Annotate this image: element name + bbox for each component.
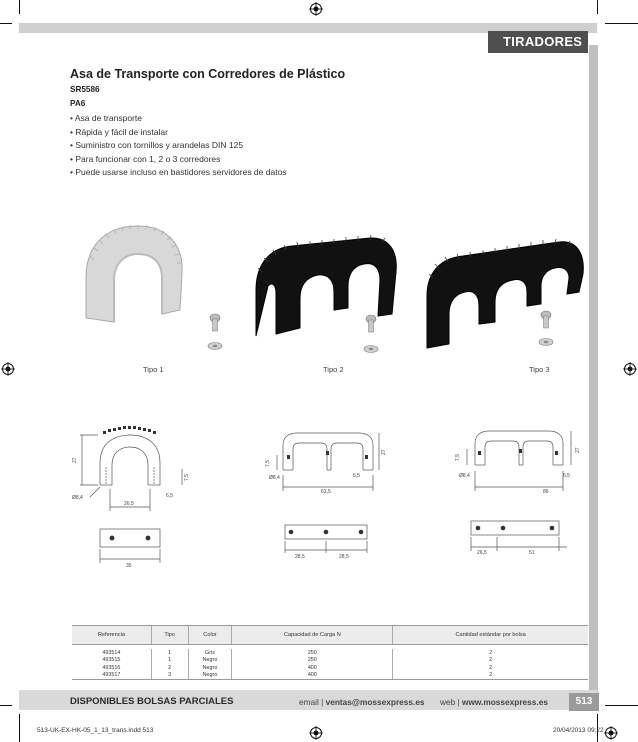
dim-diameter: Ø8,4 xyxy=(459,473,470,479)
table-cell: 493517 xyxy=(72,672,151,680)
feature-item: • Puede usarse incluso en bastidores servidores de datos xyxy=(70,167,287,177)
product-title: Asa de Transporte con Corredores de Plástico xyxy=(70,67,346,81)
dim-pitch-a: 28,5 xyxy=(295,554,305,560)
caption-tipo1: Tipo 1 xyxy=(143,365,164,374)
table-cell: Negro xyxy=(188,672,232,680)
dim-slot: 6,5 xyxy=(166,493,173,499)
crop-mark xyxy=(19,714,20,742)
table-cell: 2 xyxy=(393,664,588,672)
crop-mark xyxy=(605,23,638,24)
dim-pitch-b: 28,5 xyxy=(339,554,349,560)
dim-length: 35 xyxy=(126,563,132,569)
print-slug-date: 20/04/2013 09:22 xyxy=(553,727,604,734)
dim-diameter: Ø8,4 xyxy=(72,495,83,501)
footer-email xyxy=(299,697,425,707)
column-header: Color xyxy=(188,626,232,645)
crop-mark xyxy=(605,705,638,706)
email-link[interactable]: ventas@mossexpress.es xyxy=(325,697,425,707)
footer-web-prefix: web | xyxy=(440,697,462,707)
table-cell: 2 xyxy=(393,649,588,657)
feature-item: • Asa de transporte xyxy=(70,113,142,123)
caption-tipo2: Tipo 2 xyxy=(323,365,344,374)
table-cell: Gris xyxy=(188,649,232,657)
caption-tipo3: Tipo 3 xyxy=(529,365,550,374)
column-header: Cantidad estándar por bolsa xyxy=(393,626,588,645)
table-cell: 493516 xyxy=(102,664,121,671)
table-row xyxy=(72,657,588,665)
table-cell: Negro xyxy=(188,657,232,665)
registration-mark-icon xyxy=(623,362,637,376)
crop-mark xyxy=(597,0,598,14)
table-cell: 2 xyxy=(393,657,588,665)
right-margin-band xyxy=(589,45,598,707)
web-link[interactable]: www.mossexpress.es xyxy=(462,697,548,707)
registration-mark-icon xyxy=(1,362,15,376)
dim-offset: 7,5 xyxy=(265,460,271,467)
tipo3-handle-image xyxy=(421,232,587,354)
dim-width: 86 xyxy=(543,489,549,495)
crop-mark xyxy=(0,23,12,24)
table-cell: 493515 xyxy=(102,657,121,664)
crop-mark xyxy=(19,0,20,14)
footer-web xyxy=(440,697,548,707)
column-header: Tipo xyxy=(151,626,188,645)
screw-icon xyxy=(205,313,225,353)
print-slug-file: 513-UK-EX-HK-05_1_13_trans.indd 513 xyxy=(37,727,154,734)
table-cell: 1 xyxy=(151,649,188,657)
tipo1-handle-image xyxy=(80,218,190,330)
section-tab-label: TIRADORES xyxy=(503,34,583,49)
table-cell: 1 xyxy=(151,657,188,665)
screw-icon xyxy=(536,310,556,350)
screw-icon xyxy=(361,314,381,354)
crop-mark xyxy=(0,705,12,706)
tipo1-technical-drawing xyxy=(70,425,200,570)
section-tab xyxy=(488,31,588,53)
registration-mark-icon xyxy=(309,2,323,16)
footer-email-prefix: email | xyxy=(299,697,326,707)
feature-item: • Suministro con tornillos y arandelas DIN 125 xyxy=(70,140,244,150)
dim-slot: 6,5 xyxy=(563,473,570,479)
dim-pitch-b: 51 xyxy=(529,550,535,556)
product-material: PA6 xyxy=(70,99,86,108)
table-cell: 2 xyxy=(393,672,588,680)
table-row xyxy=(72,649,588,657)
dim-height: 27 xyxy=(575,447,581,453)
dim-width: 63,5 xyxy=(321,489,331,495)
dim-height: 27 xyxy=(381,449,387,455)
table-cell: 2 xyxy=(151,664,188,672)
dim-slot: 6,5 xyxy=(353,473,360,479)
dim-offset: 7,5 xyxy=(455,454,461,461)
table-row xyxy=(72,664,588,672)
dim-width: 26,5 xyxy=(124,501,134,507)
table-cell: 250 xyxy=(232,657,393,665)
page-number: 513 xyxy=(569,693,599,711)
tipo3-technical-drawing xyxy=(445,425,590,570)
column-header: Referencia xyxy=(72,626,151,645)
table-cell: 3 xyxy=(151,672,188,680)
feature-item: • Para funcionar con 1, 2 o 3 corredores xyxy=(70,153,221,164)
product-code: SR5586 xyxy=(70,85,100,94)
dim-height: 27 xyxy=(72,457,78,463)
dim-pitch-a: 26,5 xyxy=(477,550,487,556)
table-cell: Negro xyxy=(188,664,232,672)
footer-partial-bags-label: DISPONIBLES BOLSAS PARCIALES xyxy=(70,696,234,707)
tipo2-technical-drawing xyxy=(255,425,395,570)
feature-list xyxy=(70,112,287,180)
registration-mark-icon xyxy=(309,726,323,740)
specification-table xyxy=(72,625,588,680)
table-header-row xyxy=(72,626,588,645)
column-header: Capacidad de Carga N xyxy=(232,626,393,645)
table-cell: 400 xyxy=(232,664,393,672)
dim-diameter: Ø8,4 xyxy=(269,475,280,481)
dim-offset: 7,5 xyxy=(184,474,190,481)
feature-item: • Rápida y fácil de instalar xyxy=(70,126,168,137)
registration-mark-icon xyxy=(604,726,618,740)
table-cell: 400 xyxy=(232,672,393,680)
table-row xyxy=(72,672,588,680)
table-cell: 250 xyxy=(232,649,393,657)
table-cell: 493514 xyxy=(102,649,121,656)
